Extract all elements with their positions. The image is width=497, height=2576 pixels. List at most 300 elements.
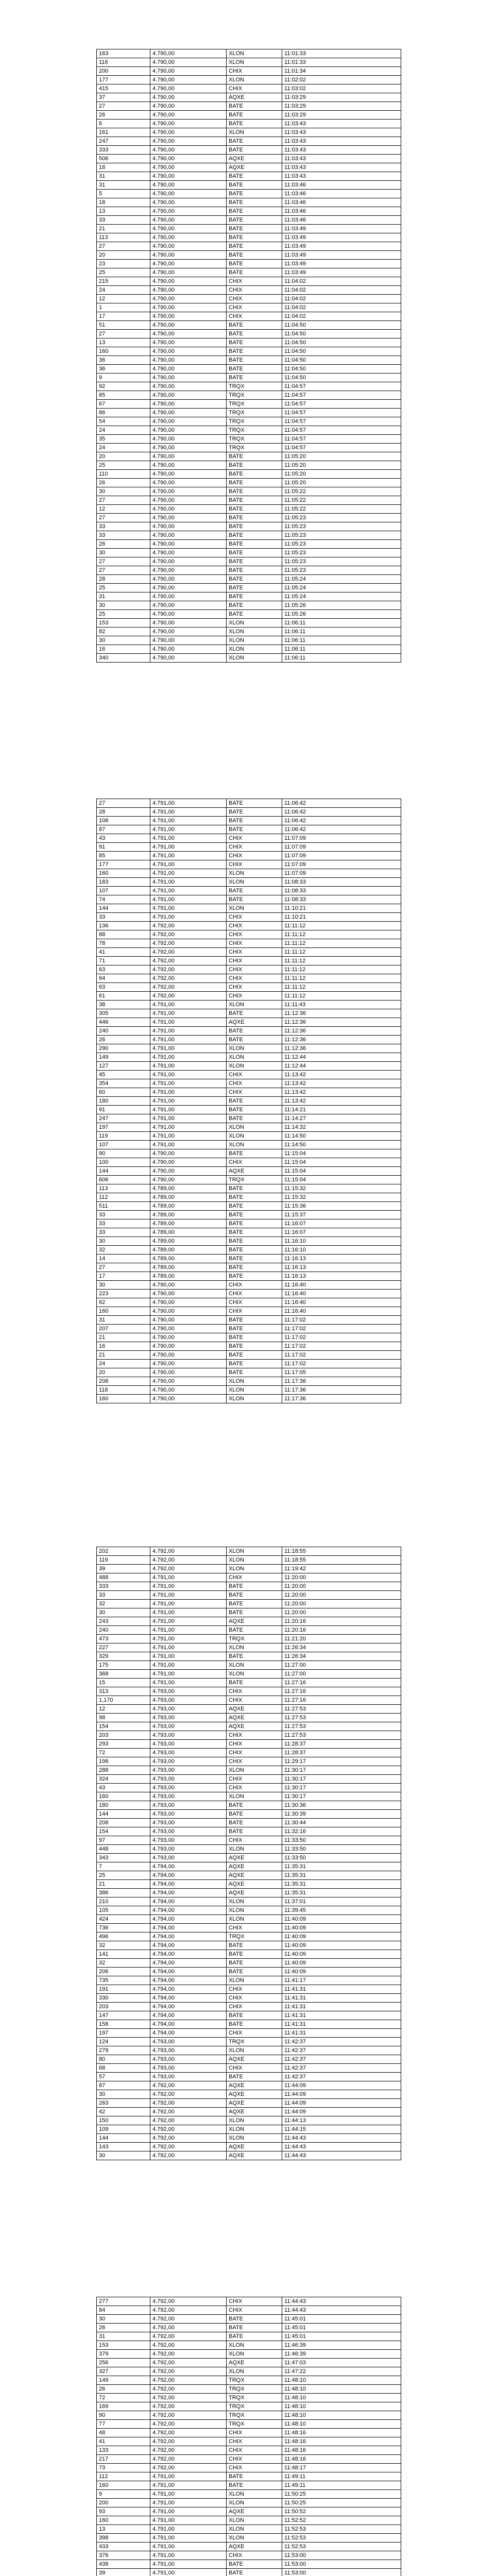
time-cell: 11:11:12	[282, 930, 401, 939]
time-cell: 11:05:23	[282, 557, 401, 566]
table-row	[97, 444, 401, 452]
time-cell: 11:04:02	[282, 303, 401, 312]
table-row	[97, 1351, 401, 1360]
volume-cell: 31	[97, 172, 150, 181]
time-cell: 11:35:31	[282, 1871, 401, 1880]
table-row	[97, 330, 401, 338]
venue-cell: AQXE	[227, 1722, 282, 1731]
price-cell: 4.792,00	[150, 2464, 227, 2472]
price-cell: 4.790,00	[150, 1325, 227, 1333]
time-cell: 11:44:09	[282, 2090, 401, 2099]
time-cell: 11:48:10	[282, 2420, 401, 2429]
price-cell: 4.793,00	[150, 1722, 227, 1731]
venue-cell: CHIX	[227, 860, 282, 869]
price-cell: 4.792,00	[150, 983, 227, 992]
table-row	[97, 1626, 401, 1635]
volume-cell: 27	[97, 496, 150, 505]
venue-cell: XLON	[227, 2046, 282, 2055]
table-row	[97, 1377, 401, 1386]
table-row	[97, 887, 401, 895]
venue-cell: BATE	[227, 895, 282, 904]
table-row	[97, 948, 401, 957]
price-cell: 4.790,00	[150, 452, 227, 461]
price-cell: 4.791,00	[150, 1071, 227, 1079]
time-cell: 11:30:17	[282, 1766, 401, 1775]
time-cell: 11:13:42	[282, 1079, 401, 1088]
time-cell: 11:20:16	[282, 1617, 401, 1626]
table-row	[97, 1889, 401, 1897]
time-cell: 11:05:20	[282, 452, 401, 461]
venue-cell: CHIX	[227, 1281, 282, 1290]
venue-cell: BATE	[227, 198, 282, 207]
volume-cell: 30	[97, 601, 150, 610]
table-row	[97, 338, 401, 347]
volume-cell: 54	[97, 417, 150, 426]
venue-cell: XLON	[227, 2490, 282, 2499]
volume-cell: 175	[97, 1661, 150, 1670]
time-cell: 11:13:42	[282, 1088, 401, 1097]
venue-cell: BATE	[227, 1228, 282, 1237]
table-row	[97, 1661, 401, 1670]
time-cell: 11:03:46	[282, 198, 401, 207]
venue-cell: BATE	[227, 1263, 282, 1272]
volume-cell: 200	[97, 67, 150, 76]
venue-cell: CHIX	[227, 939, 282, 948]
time-cell: 11:20:00	[282, 1573, 401, 1582]
time-cell: 11:04:02	[282, 286, 401, 295]
price-cell: 4.792,00	[150, 1556, 227, 1565]
venue-cell: CHIX	[227, 974, 282, 983]
table-row	[97, 2081, 401, 2090]
venue-cell: XLON	[227, 1547, 282, 1556]
time-cell: 11:03:29	[282, 102, 401, 111]
price-cell: 4.789,00	[150, 1237, 227, 1246]
volume-cell: 110	[97, 470, 150, 479]
volume-cell: 153	[97, 2341, 150, 2350]
venue-cell: XLON	[227, 869, 282, 878]
price-cell: 4.791,00	[150, 2481, 227, 2490]
price-cell: 4.790,00	[150, 172, 227, 181]
time-cell: 11:46:39	[282, 2350, 401, 2359]
volume-cell: 26	[97, 1036, 150, 1044]
time-cell: 11:16:40	[282, 1307, 401, 1316]
time-cell: 11:39:45	[282, 1906, 401, 1915]
table-row	[97, 852, 401, 860]
volume-cell: 144	[97, 904, 150, 913]
price-cell: 4.789,00	[150, 1272, 227, 1281]
venue-cell: CHIX	[227, 1307, 282, 1316]
table-row	[97, 172, 401, 181]
volume-cell: 160	[97, 869, 150, 878]
volume-cell: 30	[97, 1608, 150, 1617]
venue-cell: CHIX	[227, 1740, 282, 1749]
volume-cell: 12	[97, 295, 150, 303]
time-cell: 11:42:37	[282, 2073, 401, 2081]
volume-cell: 290	[97, 1044, 150, 1053]
price-cell: 4.792,00	[150, 939, 227, 948]
time-cell: 11:19:42	[282, 1565, 401, 1573]
venue-cell: CHIX	[227, 2297, 282, 2306]
venue-cell: BATE	[227, 592, 282, 601]
venue-cell: CHIX	[227, 1298, 282, 1307]
price-cell: 4.794,00	[150, 2003, 227, 2011]
price-cell: 4.789,00	[150, 1228, 227, 1237]
time-cell: 11:11:12	[282, 974, 401, 983]
time-cell: 11:04:57	[282, 391, 401, 400]
venue-cell: CHIX	[227, 2306, 282, 2315]
volume-cell: 107	[97, 1141, 150, 1149]
volume-cell: 30	[97, 487, 150, 496]
time-cell: 11:17:36	[282, 1386, 401, 1395]
volume-cell: 38	[97, 1001, 150, 1009]
volume-cell: 327	[97, 2367, 150, 2376]
table-row	[97, 1871, 401, 1880]
venue-cell: CHIX	[227, 1071, 282, 1079]
table-row	[97, 974, 401, 983]
price-cell: 4.791,00	[150, 1114, 227, 1123]
venue-cell: CHIX	[227, 843, 282, 852]
venue-cell: BATE	[227, 137, 282, 146]
volume-cell: 240	[97, 1027, 150, 1036]
price-cell: 4.790,00	[150, 400, 227, 409]
table-row	[97, 1386, 401, 1395]
table-row	[97, 992, 401, 1001]
time-cell: 11:40:09	[282, 1968, 401, 1976]
table-row	[97, 2297, 401, 2306]
price-cell: 4.793,00	[150, 1845, 227, 1854]
venue-cell: CHIX	[227, 852, 282, 860]
table-row	[97, 452, 401, 461]
table-row	[97, 365, 401, 374]
volume-cell: 329	[97, 1652, 150, 1661]
time-cell: 11:04:50	[282, 347, 401, 356]
time-cell: 11:03:02	[282, 84, 401, 93]
volume-cell: 42	[97, 2108, 150, 2116]
volume-cell: 30	[97, 1281, 150, 1290]
venue-cell: CHIX	[227, 1749, 282, 1757]
table-row	[97, 2151, 401, 2160]
table-row	[97, 2125, 401, 2134]
price-cell: 4.791,00	[150, 878, 227, 887]
price-cell: 4.790,00	[150, 207, 227, 216]
volume-cell: 333	[97, 1582, 150, 1591]
price-cell: 4.792,00	[150, 948, 227, 957]
table-row	[97, 1836, 401, 1845]
volume-cell: 26	[97, 2385, 150, 2394]
time-cell: 11:15:32	[282, 1184, 401, 1193]
price-cell: 4.791,00	[150, 2516, 227, 2525]
venue-cell: CHIX	[227, 2437, 282, 2446]
volume-cell: 30	[97, 636, 150, 645]
volume-cell: 23	[97, 260, 150, 268]
venue-cell: BATE	[227, 1219, 282, 1228]
table-row	[97, 1044, 401, 1053]
price-cell: 4.792,00	[150, 2297, 227, 2306]
time-cell: 11:07:09	[282, 834, 401, 843]
table-row	[97, 1255, 401, 1263]
time-cell: 11:28:37	[282, 1740, 401, 1749]
time-cell: 11:47:22	[282, 2367, 401, 2376]
volume-cell: 17	[97, 312, 150, 321]
venue-cell: XLON	[227, 1897, 282, 1906]
price-cell: 4.790,00	[150, 251, 227, 260]
volume-cell: 511	[97, 1202, 150, 1211]
table-row	[97, 1272, 401, 1281]
table-row	[97, 382, 401, 391]
volume-cell: 154	[97, 1827, 150, 1836]
price-cell: 4.790,00	[150, 190, 227, 198]
price-cell: 4.791,00	[150, 1643, 227, 1652]
table-row	[97, 1862, 401, 1871]
venue-cell: BATE	[227, 1202, 282, 1211]
price-cell: 4.790,00	[150, 549, 227, 557]
venue-cell: BATE	[227, 2073, 282, 2081]
volume-cell: 85	[97, 391, 150, 400]
table-row	[97, 2560, 401, 2569]
volume-cell: 27	[97, 102, 150, 111]
venue-cell: BATE	[227, 1968, 282, 1976]
price-cell: 4.792,00	[150, 2455, 227, 2464]
volume-cell: 91	[97, 1106, 150, 1114]
volume-cell: 340	[97, 654, 150, 663]
table-row	[97, 1819, 401, 1827]
venue-cell: BATE	[227, 1106, 282, 1114]
venue-cell: BATE	[227, 268, 282, 277]
price-cell: 4.790,00	[150, 321, 227, 330]
venue-cell: BATE	[227, 808, 282, 817]
price-cell: 4.790,00	[150, 312, 227, 321]
price-cell: 4.793,00	[150, 1775, 227, 1784]
table-row	[97, 2332, 401, 2341]
venue-cell: CHIX	[227, 1757, 282, 1766]
price-cell: 4.790,00	[150, 102, 227, 111]
trade-table	[96, 2297, 401, 2576]
time-cell: 11:15:04	[282, 1176, 401, 1184]
time-cell: 11:03:49	[282, 260, 401, 268]
price-cell: 4.792,00	[150, 2315, 227, 2324]
time-cell: 11:04:57	[282, 417, 401, 426]
price-cell: 4.790,00	[150, 277, 227, 286]
table-row	[97, 2064, 401, 2073]
venue-cell: CHIX	[227, 992, 282, 1001]
price-cell: 4.794,00	[150, 2020, 227, 2029]
volume-cell: 24	[97, 286, 150, 295]
volume-cell: 33	[97, 216, 150, 225]
venue-cell: XLON	[227, 2125, 282, 2134]
venue-cell: CHIX	[227, 1924, 282, 1933]
time-cell: 11:05:26	[282, 610, 401, 619]
volume-cell: 198	[97, 1757, 150, 1766]
time-cell: 11:15:04	[282, 1149, 401, 1158]
table-row	[97, 592, 401, 601]
volume-cell: 215	[97, 277, 150, 286]
volume-cell: 144	[97, 1167, 150, 1176]
volume-cell: 90	[97, 2411, 150, 2420]
price-cell: 4.793,00	[150, 1819, 227, 1827]
table-row	[97, 930, 401, 939]
price-cell: 4.792,00	[150, 2429, 227, 2437]
table-row	[97, 49, 401, 58]
time-cell: 11:03:43	[282, 172, 401, 181]
volume-cell: 398	[97, 2534, 150, 2543]
venue-cell: BATE	[227, 216, 282, 225]
price-cell: 4.790,00	[150, 374, 227, 382]
price-cell: 4.794,00	[150, 1994, 227, 2003]
table-row	[97, 1994, 401, 2003]
table-row	[97, 181, 401, 190]
table-row	[97, 1342, 401, 1351]
price-cell: 4.793,00	[150, 1784, 227, 1792]
volume-cell: 256	[97, 2359, 150, 2367]
venue-cell: CHIX	[227, 2551, 282, 2560]
venue-cell: BATE	[227, 1246, 282, 1255]
volume-cell: 17	[97, 1272, 150, 1281]
venue-cell: CHIX	[227, 286, 282, 295]
time-cell: 11:27:16	[282, 1679, 401, 1687]
table-row	[97, 869, 401, 878]
time-cell: 11:05:24	[282, 584, 401, 592]
price-cell: 4.790,00	[150, 592, 227, 601]
table-row	[97, 601, 401, 610]
price-cell: 4.791,00	[150, 1079, 227, 1088]
venue-cell: XLON	[227, 619, 282, 628]
time-cell: 11:35:31	[282, 1862, 401, 1871]
volume-cell: 177	[97, 860, 150, 869]
time-cell: 11:41:31	[282, 1994, 401, 2003]
volume-cell: 41	[97, 948, 150, 957]
venue-cell: TRQX	[227, 426, 282, 435]
venue-cell: TRQX	[227, 1176, 282, 1184]
table-row	[97, 1298, 401, 1307]
venue-cell: AQXE	[227, 2099, 282, 2108]
time-cell: 11:11:12	[282, 957, 401, 965]
table-row	[97, 878, 401, 887]
venue-cell: BATE	[227, 321, 282, 330]
table-row	[97, 2090, 401, 2099]
volume-cell: 305	[97, 1009, 150, 1018]
volume-cell: 16	[97, 1342, 150, 1351]
venue-cell: CHIX	[227, 67, 282, 76]
time-cell: 11:41:17	[282, 1976, 401, 1985]
table-row	[97, 1149, 401, 1158]
time-cell: 11:14:27	[282, 1114, 401, 1123]
venue-cell: AQXE	[227, 1018, 282, 1027]
venue-cell: XLON	[227, 1395, 282, 1403]
table-row	[97, 1679, 401, 1687]
table-row	[97, 1854, 401, 1862]
time-cell: 11:06:42	[282, 817, 401, 825]
price-cell: 4.792,00	[150, 2446, 227, 2455]
volume-cell: 158	[97, 2020, 150, 2029]
volume-cell: 243	[97, 1617, 150, 1626]
table-row	[97, 619, 401, 628]
price-cell: 4.792,00	[150, 2324, 227, 2332]
time-cell: 11:52:53	[282, 2525, 401, 2534]
volume-cell: 9	[97, 2490, 150, 2499]
time-cell: 11:06:11	[282, 636, 401, 645]
volume-cell: 150	[97, 2116, 150, 2125]
price-cell: 4.793,00	[150, 1757, 227, 1766]
price-cell: 4.792,00	[150, 974, 227, 983]
price-cell: 4.791,00	[150, 1591, 227, 1600]
venue-cell: CHIX	[227, 957, 282, 965]
table-row	[97, 242, 401, 251]
time-cell: 11:04:50	[282, 356, 401, 365]
volume-cell: 48	[97, 2429, 150, 2437]
table-row	[97, 2411, 401, 2420]
venue-cell: XLON	[227, 2534, 282, 2543]
table-row	[97, 1009, 401, 1018]
table-row	[97, 1368, 401, 1377]
time-cell: 11:03:46	[282, 207, 401, 216]
venue-cell: BATE	[227, 496, 282, 505]
time-cell: 11:03:49	[282, 242, 401, 251]
venue-cell: CHIX	[227, 1784, 282, 1792]
volume-cell: 30	[97, 2090, 150, 2099]
table-row	[97, 1968, 401, 1976]
price-cell: 4.790,00	[150, 435, 227, 444]
time-cell: 11:40:09	[282, 1959, 401, 1968]
table-row	[97, 295, 401, 303]
venue-cell: BATE	[227, 1801, 282, 1810]
table-row	[97, 1600, 401, 1608]
table-row	[97, 2472, 401, 2481]
venue-cell: BATE	[227, 260, 282, 268]
price-cell: 4.791,00	[150, 1617, 227, 1626]
venue-cell: BATE	[227, 1184, 282, 1193]
time-cell: 11:03:43	[282, 137, 401, 146]
table-row	[97, 1395, 401, 1403]
venue-cell: XLON	[227, 645, 282, 654]
price-cell: 4.790,00	[150, 338, 227, 347]
time-cell: 11:15:04	[282, 1158, 401, 1167]
time-cell: 11:48:10	[282, 2394, 401, 2402]
price-cell: 4.793,00	[150, 2046, 227, 2055]
volume-cell: 26	[97, 540, 150, 549]
volume-cell: 92	[97, 382, 150, 391]
venue-cell: BATE	[227, 566, 282, 575]
volume-cell: 473	[97, 1635, 150, 1643]
venue-cell: BATE	[227, 2569, 282, 2576]
price-cell: 4.791,00	[150, 1053, 227, 1062]
venue-cell: TRQX	[227, 1933, 282, 1941]
price-cell: 4.790,00	[150, 347, 227, 356]
time-cell: 11:49:11	[282, 2481, 401, 2490]
volume-cell: 149	[97, 2376, 150, 2385]
table-row	[97, 1360, 401, 1368]
venue-cell: BATE	[227, 817, 282, 825]
time-cell: 11:18:55	[282, 1547, 401, 1556]
venue-cell: BATE	[227, 102, 282, 111]
volume-cell: 223	[97, 1290, 150, 1298]
table-row	[97, 1784, 401, 1792]
table-row	[97, 843, 401, 852]
time-cell: 11:17:02	[282, 1351, 401, 1360]
time-cell: 11:47:03	[282, 2359, 401, 2367]
time-cell: 11:20:00	[282, 1582, 401, 1591]
table-row	[97, 2143, 401, 2151]
time-cell: 11:46:39	[282, 2341, 401, 2350]
price-cell: 4.791,00	[150, 1106, 227, 1114]
price-cell: 4.792,00	[150, 2376, 227, 2385]
time-cell: 11:40:09	[282, 1950, 401, 1959]
venue-cell: XLON	[227, 1906, 282, 1915]
time-cell: 11:07:09	[282, 852, 401, 860]
volume-cell: 13	[97, 207, 150, 216]
table-row	[97, 1281, 401, 1290]
table-row	[97, 1766, 401, 1775]
volume-cell: 21	[97, 1880, 150, 1889]
